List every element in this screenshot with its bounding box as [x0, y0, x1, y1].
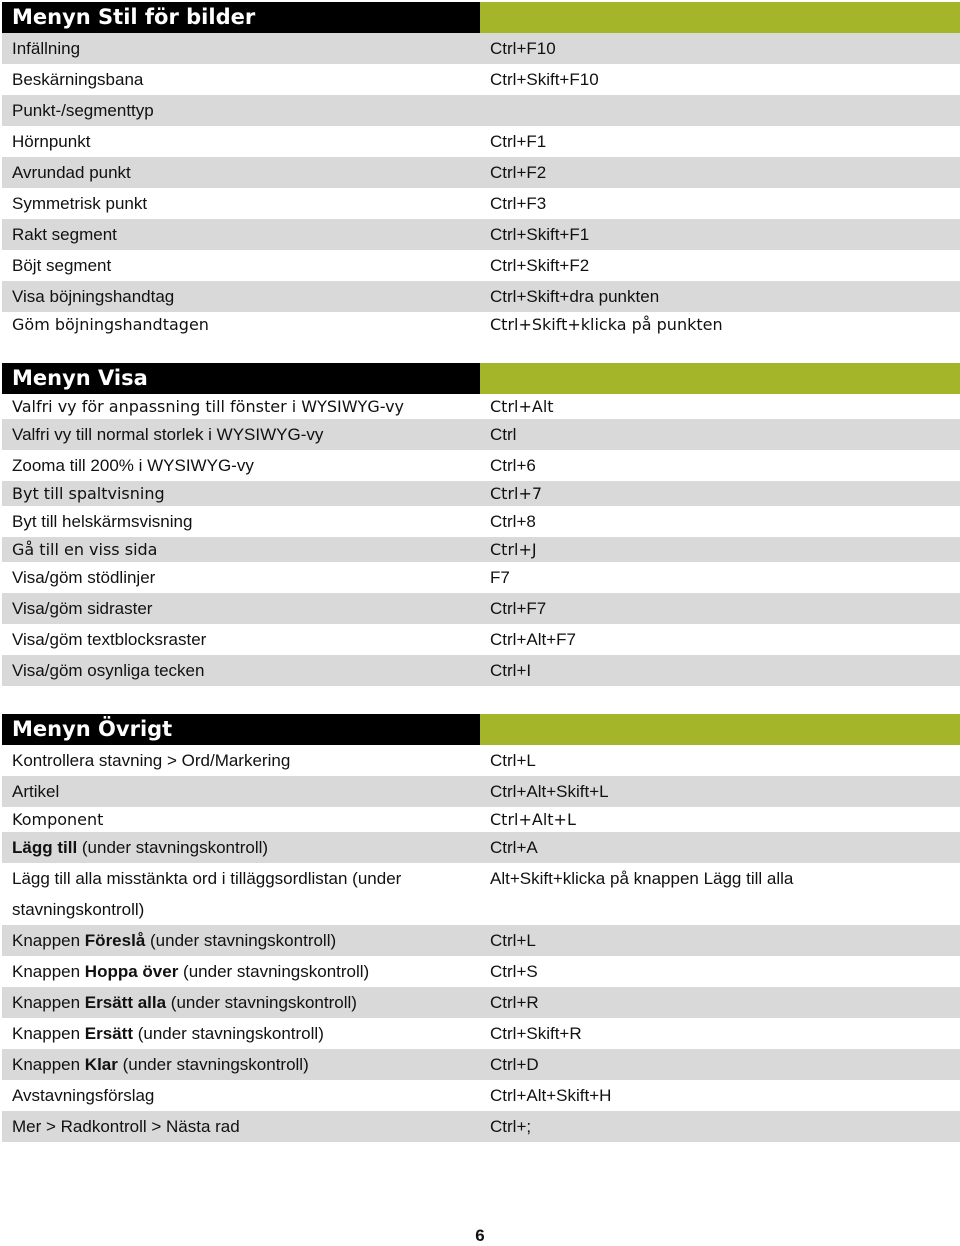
row-label: Lägg till alla misstänkta ord i tilläggsordlistan (under [12, 869, 402, 888]
label-bold: Hoppa över [84, 962, 179, 981]
table-row [2, 1049, 960, 1080]
row-shortcut: Ctrl+Skift+F10 [490, 70, 599, 89]
table-row [2, 593, 960, 624]
page-number: 6 [475, 1226, 485, 1245]
row-shortcut: Ctrl [490, 425, 517, 444]
table-row [2, 956, 960, 987]
row-label: Artikel [12, 782, 60, 801]
row-label: Valfri vy till normal storlek i WYSIWYG-vy [12, 425, 324, 444]
table-row [2, 807, 960, 832]
table-row [2, 1080, 960, 1111]
row-label: stavningskontroll) [12, 900, 145, 919]
table-row [2, 188, 960, 219]
table-row [2, 33, 960, 64]
label-pre: Knappen [12, 1055, 85, 1074]
table-row [2, 655, 960, 686]
table-row [2, 1018, 960, 1049]
row-label: Komponent [12, 810, 104, 829]
row-shortcut: Ctrl+A [490, 838, 538, 857]
row-shortcut: Ctrl+Alt+F7 [490, 630, 576, 649]
table-row [2, 312, 960, 337]
row-shortcut: Ctrl+Alt [490, 397, 554, 416]
label-rest: (under stavningskontroll) [117, 1055, 309, 1074]
row-label: Mer > Radkontroll > Nästa rad [12, 1117, 240, 1136]
section-header [2, 2, 960, 33]
label-pre: Knappen [12, 931, 85, 950]
table-row [2, 64, 960, 95]
section-header [2, 363, 960, 394]
row-label: Zooma till 200% i WYSIWYG-vy [12, 456, 254, 475]
row-label [2, 956, 480, 987]
table-row [2, 745, 960, 776]
row-label: Visa böjningshandtag [12, 287, 175, 306]
row-shortcut: Ctrl+F7 [490, 599, 547, 618]
row-label: Punkt-/segmenttyp [12, 101, 154, 120]
label-rest: (under stavningskontroll) [77, 838, 269, 857]
row-label: Visa/göm sidraster [12, 599, 153, 618]
row-shortcut: Ctrl+Skift+dra punkten [490, 287, 660, 306]
label-pre: Knappen [12, 993, 85, 1012]
row-label: Symmetrisk punkt [12, 194, 148, 213]
row-shortcut: Ctrl+L [490, 931, 536, 950]
row-shortcut: Ctrl+F1 [490, 132, 547, 151]
table-row [2, 624, 960, 655]
section-title: Menyn Visa [2, 363, 480, 394]
row-label: Byt till spaltvisning [12, 484, 165, 503]
label-bold: Ersätt [84, 1024, 133, 1043]
table-row [2, 157, 960, 188]
section-header [2, 714, 960, 745]
section-visa [2, 363, 960, 686]
label-pre: Knappen [12, 962, 85, 981]
table-row [2, 126, 960, 157]
row-shortcut: Ctrl+Skift+R [490, 1024, 582, 1043]
row-shortcut: Ctrl+7 [490, 484, 543, 503]
row-shortcut: Ctrl+F3 [490, 194, 547, 213]
table-row [2, 481, 960, 506]
row-shortcut [480, 894, 960, 925]
table-row [2, 1111, 960, 1142]
row-shortcut: Ctrl+Skift+F1 [490, 225, 590, 244]
label-rest: (under stavningskontroll) [132, 1024, 324, 1043]
row-label: Rakt segment [12, 225, 117, 244]
label-rest: (under stavningskontroll) [178, 962, 370, 981]
row-label: Gå till en viss sida [12, 540, 158, 559]
table-row [2, 219, 960, 250]
row-label: Infällning [12, 39, 81, 58]
row-label [2, 1018, 480, 1049]
label-bold: Lägg till [12, 838, 78, 857]
table-row [2, 419, 960, 450]
row-shortcut: F7 [490, 568, 510, 587]
table-row [2, 894, 960, 925]
row-shortcut: Ctrl+J [490, 540, 537, 559]
table-row [2, 281, 960, 312]
section-title: Menyn Övrigt [2, 714, 480, 745]
row-label: Visa/göm osynliga tecken [12, 661, 205, 680]
section-ovrigt [2, 714, 960, 1142]
row-label: Göm böjningshandtagen [12, 315, 209, 334]
table-row [2, 394, 960, 419]
section-stil-for-bilder [2, 2, 960, 337]
row-label: Beskärningsbana [12, 70, 144, 89]
table-row [2, 832, 960, 863]
row-shortcut [480, 95, 960, 126]
label-bold: Ersätt alla [84, 993, 167, 1012]
row-label [2, 832, 480, 863]
row-shortcut: Ctrl+F2 [490, 163, 547, 182]
row-label: Valfri vy för anpassning till fönster i WYSIWYG-vy [12, 397, 404, 416]
row-label: Visa/göm textblocksraster [12, 630, 207, 649]
row-shortcut: Ctrl+Alt+L [490, 810, 576, 829]
row-shortcut: Ctrl+S [490, 962, 538, 981]
header-accent-bar [480, 363, 960, 394]
header-accent-bar [480, 714, 960, 745]
row-label: Böjt segment [12, 256, 112, 275]
label-rest: (under stavningskontroll) [145, 931, 337, 950]
row-shortcut: Ctrl+L [490, 751, 536, 770]
table-row [2, 863, 960, 894]
row-shortcut: Ctrl+F10 [490, 39, 556, 58]
header-accent-bar [480, 2, 960, 33]
row-shortcut: Ctrl+8 [490, 512, 536, 531]
row-label: Visa/göm stödlinjer [12, 568, 156, 587]
row-label [2, 925, 480, 956]
label-bold: Klar [84, 1055, 118, 1074]
row-shortcut: Ctrl+R [490, 993, 539, 1012]
row-shortcut: Ctrl+I [490, 661, 532, 680]
table-row [2, 925, 960, 956]
row-label: Hörnpunkt [12, 132, 91, 151]
table-row [2, 95, 960, 126]
row-shortcut: Ctrl+; [490, 1117, 532, 1136]
row-shortcut: Ctrl+D [490, 1055, 539, 1074]
label-rest: (under stavningskontroll) [166, 993, 357, 1012]
row-shortcut: Ctrl+6 [490, 456, 536, 475]
row-label: Byt till helskärmsvisning [12, 512, 193, 531]
table-row [2, 537, 960, 562]
row-label: Avstavningsförslag [12, 1086, 155, 1105]
row-label: Kontrollera stavning > Ord/Markering [12, 751, 291, 770]
table-row [2, 250, 960, 281]
row-shortcut: Ctrl+Skift+F2 [490, 256, 590, 275]
row-label [2, 987, 480, 1018]
row-shortcut: Ctrl+Alt+Skift+H [490, 1086, 612, 1105]
table-row [2, 776, 960, 807]
row-shortcut: Ctrl+Skift+klicka på punkten [490, 315, 723, 334]
table-row [2, 987, 960, 1018]
row-label [2, 1049, 480, 1080]
table-row [2, 562, 960, 593]
section-title: Menyn Stil för bilder [2, 2, 480, 33]
row-shortcut: Alt+Skift+klicka på knappen Lägg till alla [490, 869, 794, 888]
table-row [2, 506, 960, 537]
row-shortcut: Ctrl+Alt+Skift+L [490, 782, 609, 801]
table-row [2, 450, 960, 481]
label-bold: Föreslå [84, 931, 146, 950]
label-pre: Knappen [12, 1024, 85, 1043]
row-label: Avrundad punkt [12, 163, 131, 182]
